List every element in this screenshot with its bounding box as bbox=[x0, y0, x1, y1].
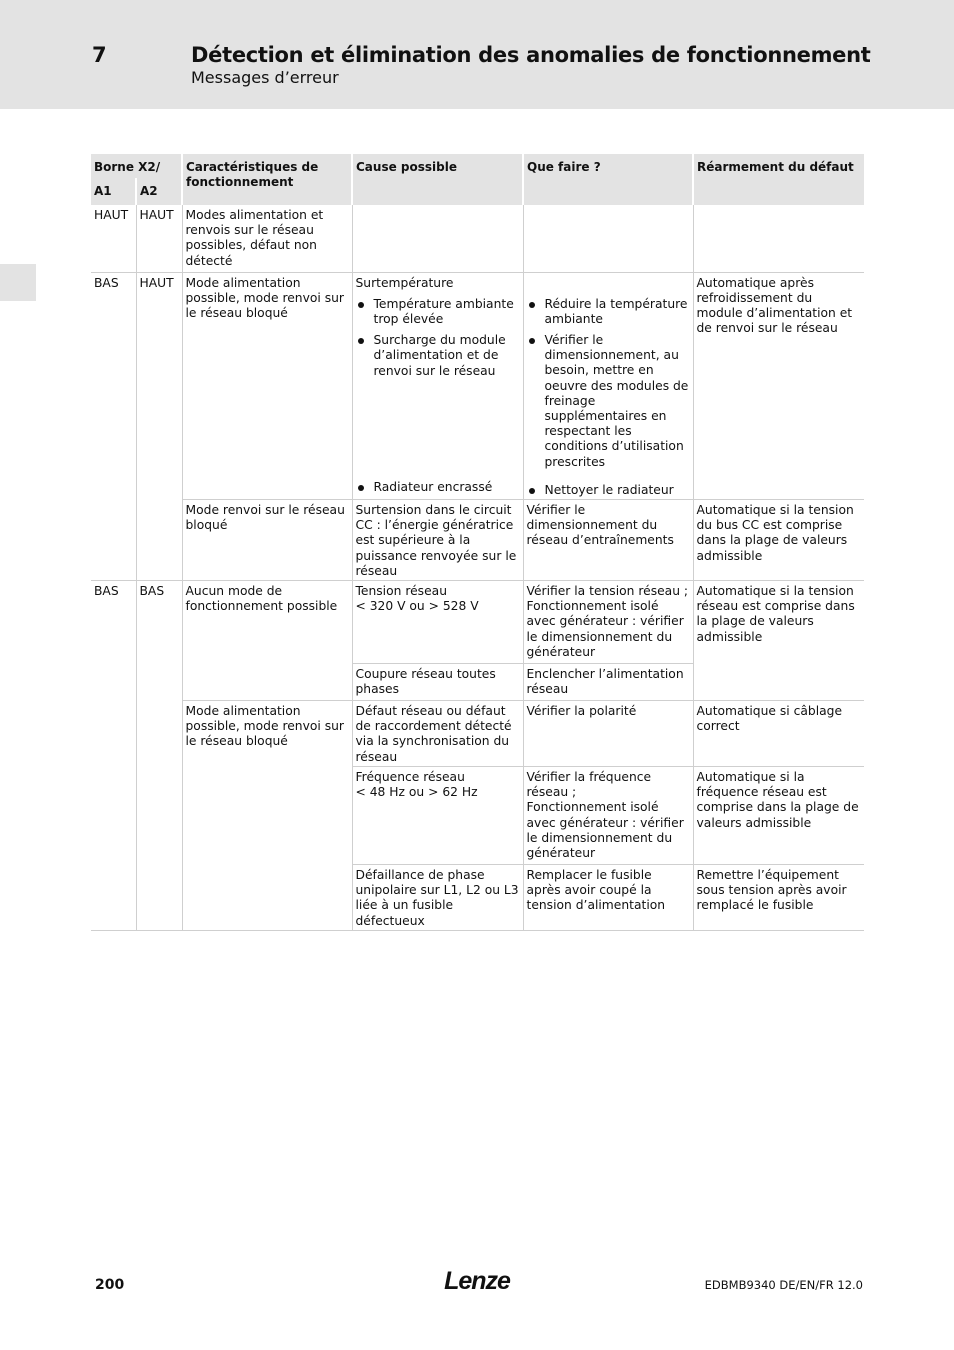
header-rearmement: Réarmement du défaut bbox=[693, 154, 864, 205]
cause-title: Surtempérature bbox=[355, 275, 454, 290]
cell-cause bbox=[352, 205, 523, 272]
cell-cause: Défaillance de phase unipolaire sur L1, L2 ou L3 liée à un fusible défectueux bbox=[352, 864, 523, 930]
cell-mode: Modes alimentation et renvois sur le réseau possibles, défaut non détecté bbox=[182, 205, 352, 272]
table-row bbox=[91, 580, 864, 663]
error-messages-table bbox=[91, 154, 864, 931]
cell-cause bbox=[352, 272, 523, 499]
cell-a1: HAUT bbox=[91, 205, 136, 272]
cell-mode: Aucun mode de fonctionnement possible bbox=[182, 580, 352, 700]
cause-list bbox=[356, 480, 520, 495]
header-borne: Borne X2/ bbox=[91, 154, 182, 178]
action-line: Vérifier la fréquence réseau ; bbox=[526, 769, 652, 800]
cause-line: Tension réseau bbox=[355, 583, 447, 598]
cell-a2: HAUT bbox=[136, 272, 182, 580]
cell-reset bbox=[693, 205, 864, 272]
section-title: Messages d’erreur bbox=[191, 68, 339, 87]
cell-a2: HAUT bbox=[136, 205, 182, 272]
cell-a2: BAS bbox=[136, 580, 182, 930]
action-list bbox=[527, 483, 690, 498]
cell-mode: Mode alimentation possible, mode renvoi sur le réseau bloqué bbox=[182, 700, 352, 930]
cell-cause: Surtension dans le circuit CC : l’énergie génératrice est supérieure à la puissance renvoyée sur le réseau bbox=[352, 499, 523, 580]
cell-action: Remplacer le fusible après avoir coupé la tension d’alimentation bbox=[523, 864, 693, 930]
list-item: Réduire la température ambiante bbox=[527, 297, 690, 327]
spacer bbox=[527, 470, 690, 477]
chapter-title: Détection et élimination des anomalies de fonctionnement bbox=[191, 43, 871, 67]
list-item: Radiateur encrassé bbox=[356, 480, 520, 495]
lenze-logo bbox=[438, 1262, 516, 1298]
spacer bbox=[527, 276, 690, 291]
cell-action: Enclencher l’alimentation réseau bbox=[523, 663, 693, 700]
cell-mode: Mode alimentation possible, mode renvoi sur le réseau bloqué bbox=[182, 272, 352, 499]
cell-reset: Automatique si la tension réseau est comprise dans la plage de valeurs admissible bbox=[693, 580, 864, 700]
spacer bbox=[356, 379, 520, 474]
table-row bbox=[91, 700, 864, 766]
action-line: Fonctionnement isolé avec générateur : vérifier le dimensionnement du générateur bbox=[526, 599, 684, 659]
table-row bbox=[91, 205, 864, 272]
cell-reset: Automatique après refroidissement du module d’alimentation et de renvoi sur le réseau bbox=[693, 272, 864, 499]
cell-cause: Coupure réseau toutes phases bbox=[352, 663, 523, 700]
header-caracteristiques: Caractéristiques de fonctionnement bbox=[182, 154, 352, 205]
action-line: Fonctionnement isolé avec générateur : vérifier le dimensionnement du générateur bbox=[526, 800, 684, 860]
cell-reset: Automatique si la fréquence réseau est comprise dans la plage de valeurs admissible bbox=[693, 766, 864, 864]
cause-line: < 320 V ou > 528 V bbox=[355, 599, 479, 614]
header-que-faire: Que faire ? bbox=[523, 154, 693, 205]
cell-cause bbox=[352, 580, 523, 663]
list-item: Surcharge du module d’alimentation et de renvoi sur le réseau bbox=[356, 333, 520, 379]
doc-reference: EDBMB9340 DE/EN/FR 12.0 bbox=[704, 1278, 863, 1292]
cell-cause: Défaut réseau ou défaut de raccordement détecté via la synchronisation du réseau bbox=[352, 700, 523, 766]
lenze-logo-text: Lenze bbox=[444, 1267, 510, 1295]
action-list bbox=[527, 297, 690, 470]
page-number: 200 bbox=[95, 1277, 125, 1293]
list-item: Vérifier le dimensionnement, au besoin, mettre en oeuvre des modules de freinage supplémentaires en respectant les conditions d’utilisation prescrites bbox=[527, 333, 690, 470]
table-row bbox=[91, 499, 864, 580]
cell-reset: Automatique si la tension du bus CC est comprise dans la plage de valeurs admissible bbox=[693, 499, 864, 580]
cell-action: Vérifier la polarité bbox=[523, 700, 693, 766]
cause-list bbox=[356, 297, 520, 379]
cause-line: Fréquence réseau bbox=[355, 769, 465, 784]
cell-reset: Remettre l’équipement sous tension après avoir remplacé le fusible bbox=[693, 864, 864, 930]
header-a1: A1 bbox=[91, 178, 136, 205]
cell-action: Vérifier le dimensionnement du réseau d’entraînements bbox=[523, 499, 693, 580]
cause-line: < 48 Hz ou > 62 Hz bbox=[355, 785, 478, 800]
cell-action bbox=[523, 272, 693, 499]
cell-action bbox=[523, 580, 693, 663]
cell-mode: Mode renvoi sur le réseau bloqué bbox=[182, 499, 352, 580]
cell-action bbox=[523, 205, 693, 272]
cell-a1: BAS bbox=[91, 580, 136, 930]
cell-cause bbox=[352, 766, 523, 864]
list-item: Température ambiante trop élevée bbox=[356, 297, 520, 327]
table-header-row bbox=[91, 154, 864, 178]
header-cause: Cause possible bbox=[352, 154, 523, 205]
chapter-side-tab bbox=[0, 264, 36, 301]
cell-a1: BAS bbox=[91, 272, 136, 580]
chapter-number: 7 bbox=[92, 43, 107, 67]
list-item: Nettoyer le radiateur bbox=[527, 483, 690, 498]
table-row bbox=[91, 272, 864, 499]
action-line: Vérifier la tension réseau ; bbox=[526, 583, 689, 598]
cell-action bbox=[523, 766, 693, 864]
cell-reset: Automatique si câblage correct bbox=[693, 700, 864, 766]
header-a2: A2 bbox=[136, 178, 182, 205]
